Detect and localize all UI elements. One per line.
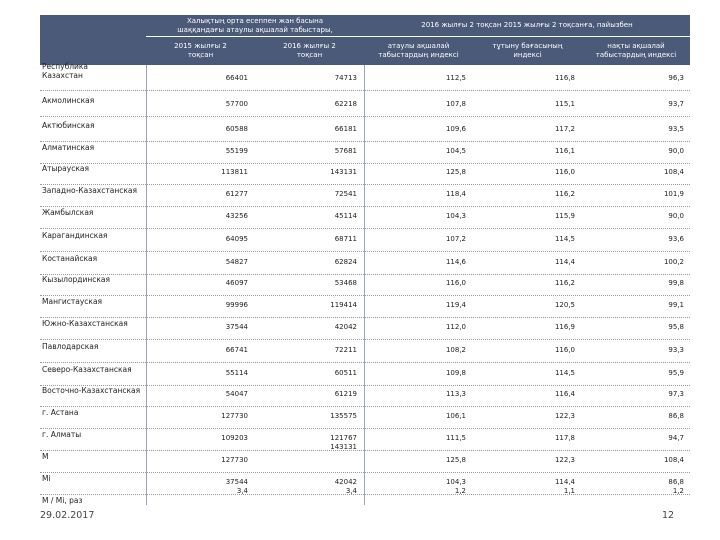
cell-v2015: 61277 — [225, 190, 248, 198]
cell-real: 95,8 — [668, 323, 684, 331]
header-col-nominal — [364, 37, 473, 65]
cell-real: 86,8 — [668, 412, 684, 420]
cell-nominal: 111,5 — [445, 434, 466, 442]
row-divider — [40, 406, 690, 407]
cell-real: 97,3 — [668, 390, 684, 398]
header-col-2016-label: 2016 жылғы 2 тоқсан — [283, 42, 336, 59]
cell-nominal: 125,8 — [445, 456, 466, 464]
cell-nominal: 119,4 — [445, 301, 466, 309]
cell-nominal: 113,3 — [445, 390, 466, 398]
cell-cpi: 116,8 — [554, 74, 575, 82]
cell-nominal: 114,6 — [445, 258, 466, 266]
cell-nominal: 106,1 — [445, 412, 466, 420]
cell-cpi: 122,3 — [554, 456, 575, 464]
region-label: Западно-Казахстанская — [42, 186, 137, 195]
cell-nominal: 125,8 — [445, 168, 466, 176]
cell-cpi: 116,1 — [554, 147, 575, 155]
region-label: Костанайская — [42, 254, 98, 263]
cell-v2016-secondary: 143131 — [330, 443, 357, 451]
region-label: Карагандинская — [42, 231, 108, 240]
page-number: 12 — [662, 510, 675, 521]
cell-cpi: 114,5 — [554, 235, 575, 243]
row-divider — [40, 228, 690, 229]
cell-v2015: 43256 — [225, 212, 248, 220]
cell-nominal: 118,4 — [445, 190, 466, 198]
cell-real: 93,6 — [668, 235, 684, 243]
cell-nominal: 104,3 — [445, 478, 466, 486]
header-col-real-label: нақты ақшалай табыстардың индексі — [595, 42, 677, 59]
cell-real: 108,4 — [663, 456, 684, 464]
cell-nominal: 109,8 — [445, 369, 466, 377]
cell-v2015: 37544 — [225, 323, 248, 331]
cell-cpi: 116,2 — [554, 190, 575, 198]
cell-real: 93,7 — [668, 100, 684, 108]
cell-real: 99,1 — [668, 301, 684, 309]
cell-v2015: 54047 — [225, 390, 248, 398]
cell-real: 95,9 — [668, 369, 684, 377]
cell-cpi: 116,0 — [554, 346, 575, 354]
row-divider — [40, 116, 690, 117]
cell-real: 96,3 — [668, 74, 684, 82]
region-label: Восточно-Казахстанская — [42, 386, 141, 395]
header-col-2015-label: 2015 жылғы 2 тоқсан — [174, 42, 227, 59]
cell-v2016-secondary: 3,4 — [345, 487, 357, 495]
cell-v2016: 61219 — [334, 390, 357, 398]
cell-nominal: 109,6 — [445, 125, 466, 133]
cell-nominal: 104,5 — [445, 147, 466, 155]
cell-v2016: 45114 — [334, 212, 357, 220]
cell-cpi: 116,2 — [554, 279, 575, 287]
cell-v2016: 60511 — [334, 369, 357, 377]
cell-v2015: 127730 — [221, 456, 248, 464]
header-group-income — [146, 15, 364, 36]
region-label: Атырауская — [42, 164, 89, 173]
cell-cpi: 116,4 — [554, 390, 575, 398]
region-label: Павлодарская — [42, 342, 99, 351]
cell-v2016: 119414 — [330, 301, 357, 309]
cell-v2016: 62218 — [334, 100, 357, 108]
region-label: Актюбинская — [42, 121, 95, 130]
region-label: Южно-Казахстанская — [42, 319, 128, 328]
table-vline — [364, 65, 365, 505]
cell-v2015: 113811 — [221, 168, 248, 176]
header-col-nominal-label: атаулы ақшалай табыстардың индексі — [378, 42, 459, 59]
cell-real: 90,0 — [668, 212, 684, 220]
cell-nominal-secondary: 1,2 — [454, 487, 466, 495]
region-label: Северо-Казахстанская — [42, 365, 132, 374]
cell-v2016: 68711 — [334, 235, 357, 243]
cell-v2015: 55114 — [225, 369, 248, 377]
header-group-income-title: Халықтың орта есеппен жан басына шаққандағы атаулы ақшалай табыстары, — [177, 17, 333, 34]
cell-v2016: 66181 — [334, 125, 357, 133]
cell-nominal: 112,0 — [445, 323, 466, 331]
cell-v2016: 143131 — [330, 168, 357, 176]
row-divider — [40, 450, 690, 451]
cell-nominal: 107,2 — [445, 235, 466, 243]
cell-v2015: 109203 — [221, 434, 248, 442]
region-label: Республика Казахстан — [42, 62, 89, 80]
cell-nominal: 104,3 — [445, 212, 466, 220]
cell-v2016: 121767 — [330, 434, 357, 442]
row-divider — [40, 472, 690, 473]
cell-v2015: 66401 — [225, 74, 248, 82]
header-col-2016 — [255, 37, 364, 65]
region-label: Акмолинская — [42, 96, 95, 105]
cell-v2015: 60588 — [225, 125, 248, 133]
cell-v2015: 57700 — [225, 100, 248, 108]
cell-real: 93,5 — [668, 125, 684, 133]
cell-cpi: 115,1 — [554, 100, 575, 108]
cell-v2016: 135575 — [330, 412, 357, 420]
row-divider — [40, 428, 690, 429]
cell-cpi-secondary: 1,1 — [563, 487, 575, 495]
footer-date: 29.02.2017 — [40, 510, 95, 521]
row-divider — [40, 251, 690, 252]
cell-real: 90,0 — [668, 147, 684, 155]
cell-real-secondary: 1,2 — [672, 487, 684, 495]
cell-real: 108,4 — [663, 168, 684, 176]
table-vline — [146, 65, 147, 505]
cell-cpi: 122,3 — [554, 412, 575, 420]
header-col-real — [582, 37, 690, 65]
header-group-index-title: 2016 жылғы 2 тоқсан 2015 жылғы 2 тоқсанға, пайызбен — [421, 21, 633, 29]
row-divider — [40, 206, 690, 207]
cell-v2015: 99996 — [225, 301, 248, 309]
cell-v2016: 42042 — [334, 478, 357, 486]
region-label: Алматинская — [42, 143, 95, 152]
cell-v2016: 72541 — [334, 190, 357, 198]
cell-v2015: 55199 — [225, 147, 248, 155]
region-label: г. Алматы — [42, 430, 82, 439]
cell-v2016: 53468 — [334, 279, 357, 287]
cell-cpi: 120,5 — [554, 301, 575, 309]
header-col-2015 — [146, 37, 255, 65]
header-group-index — [364, 15, 690, 36]
header-corner-cell — [40, 15, 146, 65]
cell-nominal: 112,5 — [445, 74, 466, 82]
region-label: M / Mi, раз — [42, 496, 83, 505]
cell-real: 100,2 — [663, 258, 684, 266]
cell-cpi: 114,4 — [554, 478, 575, 486]
cell-cpi: 114,5 — [554, 369, 575, 377]
cell-v2015: 46097 — [225, 279, 248, 287]
region-label: Кызылординская — [42, 275, 111, 284]
row-divider — [40, 339, 690, 340]
region-label: Mi — [42, 474, 51, 483]
header-col-cpi-label: тұтыну бағасының индексі — [492, 42, 563, 59]
cell-cpi: 116,9 — [554, 323, 575, 331]
cell-nominal: 108,2 — [445, 346, 466, 354]
cell-v2015: 64095 — [225, 235, 248, 243]
row-divider — [40, 295, 690, 296]
cell-v2016: 74713 — [334, 74, 357, 82]
row-divider — [40, 317, 690, 318]
row-divider — [40, 141, 690, 142]
cell-v2015-secondary: 3,4 — [236, 487, 248, 495]
region-label: M — [42, 452, 49, 461]
region-label: Мангистауская — [42, 297, 103, 306]
cell-v2015: 127730 — [221, 412, 248, 420]
row-divider — [40, 90, 690, 91]
cell-nominal: 116,0 — [445, 279, 466, 287]
row-divider — [40, 494, 690, 495]
cell-real: 94,7 — [668, 434, 684, 442]
cell-v2015: 66741 — [225, 346, 248, 354]
cell-v2016: 42042 — [334, 323, 357, 331]
region-label: Жамбылская — [42, 208, 94, 217]
region-label: г. Астана — [42, 408, 79, 417]
cell-cpi: 114,4 — [554, 258, 575, 266]
header-col-cpi — [473, 37, 582, 65]
row-divider — [40, 184, 690, 185]
cell-real: 99,8 — [668, 279, 684, 287]
cell-cpi: 115,9 — [554, 212, 575, 220]
cell-real: 86,8 — [668, 478, 684, 486]
cell-v2015: 54827 — [225, 258, 248, 266]
cell-real: 93,3 — [668, 346, 684, 354]
cell-v2016: 72211 — [334, 346, 357, 354]
cell-v2016: 57681 — [334, 147, 357, 155]
cell-cpi: 117,8 — [554, 434, 575, 442]
cell-v2015: 37544 — [225, 478, 248, 486]
cell-cpi: 116,0 — [554, 168, 575, 176]
row-divider — [40, 362, 690, 363]
cell-real: 101,9 — [663, 190, 684, 198]
cell-cpi: 117,2 — [554, 125, 575, 133]
cell-v2016: 62824 — [334, 258, 357, 266]
cell-nominal: 107,8 — [445, 100, 466, 108]
